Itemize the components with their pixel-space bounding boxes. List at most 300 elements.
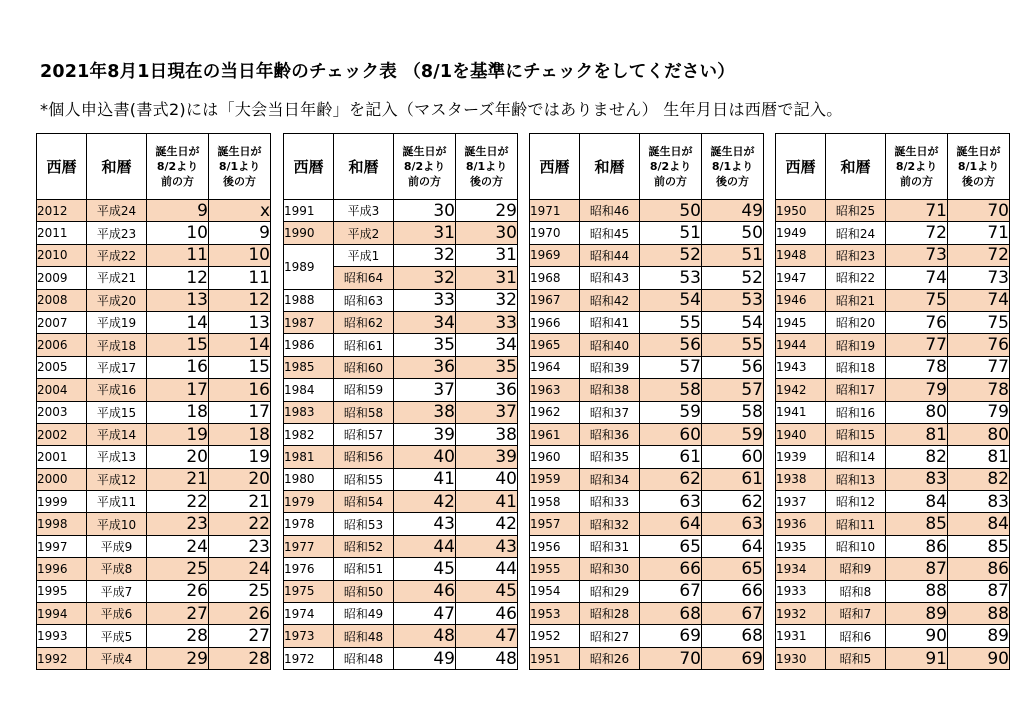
cell-age-before: 19 [147,423,209,445]
cell-age-after: 10 [209,244,271,266]
cell-wareki: 昭和25 [826,200,886,222]
cell-wareki: 平成1 [334,244,394,266]
table-row [37,289,271,311]
cell-wareki: 昭和7 [826,603,886,625]
table-row [776,200,1010,222]
cell-seireki: 2007 [37,311,87,333]
table-row [284,513,518,535]
cell-wareki: 平成20 [87,289,147,311]
cell-age-after: 12 [209,289,271,311]
cell-wareki: 昭和53 [334,513,394,535]
cell-age-before: 53 [640,267,702,289]
cell-seireki: 1944 [776,334,826,356]
cell-wareki: 平成21 [87,267,147,289]
cell-wareki: 昭和42 [580,289,640,311]
header-after-birthday-text: 誕生日が [464,145,509,158]
cell-age-after: 9 [209,222,271,244]
cell-wareki: 昭和64 [334,267,394,289]
header-after-birthday-text: 誕生日が [956,145,1001,158]
table-row [284,423,518,445]
table-row [284,580,518,602]
header-seireki-text: 西暦 [539,158,570,176]
cell-age-before: 25 [147,558,209,580]
cell-age-before: 20 [147,446,209,468]
cell-seireki: 1947 [776,267,826,289]
cell-seireki: 1999 [37,491,87,513]
cell-seireki: 1937 [776,491,826,513]
cell-age-after: 41 [456,491,518,513]
cell-age-after: 49 [702,200,764,222]
cell-seireki: 1950 [776,200,826,222]
table-row [530,513,764,535]
cell-wareki: 昭和15 [826,423,886,445]
cell-seireki: 1993 [37,625,87,647]
header-after-birthday [456,134,518,200]
cell-wareki: 昭和32 [580,513,640,535]
cell-age-before: 76 [886,311,948,333]
cell-age-before: 83 [886,468,948,490]
cell-age-before: 71 [886,200,948,222]
cell-age-before: 88 [886,580,948,602]
cell-seireki: 1964 [530,356,580,378]
cell-seireki: 1976 [284,558,334,580]
cell-age-before: 73 [886,244,948,266]
cell-age-after: 90 [948,647,1010,669]
header-before-birthday-text: 前の方 [408,175,441,188]
cell-age-before: 61 [640,446,702,468]
cell-age-before: 55 [640,311,702,333]
cell-age-after: 37 [456,401,518,423]
cell-age-after: 83 [948,491,1010,513]
header-wareki-text: 和暦 [348,158,379,176]
cell-age-after: 51 [702,244,764,266]
header-wareki-text: 和暦 [840,158,871,176]
cell-seireki: 2005 [37,356,87,378]
header-wareki [87,134,147,200]
cell-age-after: 65 [702,558,764,580]
cell-age-after: 34 [456,334,518,356]
cell-age-after: 44 [456,558,518,580]
cell-age-before: 68 [640,603,702,625]
cell-age-before: 11 [147,244,209,266]
cell-wareki: 平成23 [87,222,147,244]
cell-age-after: 31 [456,244,518,266]
cell-age-after: 55 [702,334,764,356]
table-row [37,267,271,289]
header-before-birthday [394,134,456,200]
cell-wareki: 昭和34 [580,468,640,490]
header-after-birthday-text: 後の方 [223,175,256,188]
cell-seireki: 1943 [776,356,826,378]
cell-age-after: 56 [702,356,764,378]
cell-wareki: 平成10 [87,513,147,535]
cell-age-after: 39 [456,446,518,468]
cell-seireki: 1960 [530,446,580,468]
cell-age-before: 86 [886,535,948,557]
cell-age-after: 72 [948,244,1010,266]
cell-age-after: 63 [702,513,764,535]
header-seireki-text: 西暦 [785,158,816,176]
cell-age-before: 12 [147,267,209,289]
header-before-birthday-text: 前の方 [654,175,687,188]
cell-age-after: 32 [456,289,518,311]
cell-age-before: 23 [147,513,209,535]
cell-age-after: 58 [702,401,764,423]
cell-age-after: 27 [209,625,271,647]
cell-age-before: 9 [147,200,209,222]
cell-seireki: 1975 [284,580,334,602]
cell-age-after: 25 [209,580,271,602]
header-after-birthday-text: 誕生日が [217,145,262,158]
header-after-birthday-text: 8/1より [218,160,261,173]
header-wareki [826,134,886,200]
table-row [530,267,764,289]
cell-wareki: 昭和54 [334,491,394,513]
header-before-birthday-text: 誕生日が [894,145,939,158]
cell-age-after: 45 [456,580,518,602]
header-seireki-text: 西暦 [46,158,77,176]
cell-seireki: 1938 [776,468,826,490]
table-row [37,603,271,625]
cell-seireki: 1955 [530,558,580,580]
cell-age-after: 84 [948,513,1010,535]
table-row [284,647,518,669]
cell-age-after: 11 [209,267,271,289]
cell-age-before: 72 [886,222,948,244]
header-before-birthday-text: 前の方 [161,175,194,188]
table-row [284,244,518,266]
cell-age-before: 65 [640,535,702,557]
cell-age-after: 13 [209,311,271,333]
table-row [776,625,1010,647]
header-wareki [334,134,394,200]
cell-seireki: 1981 [284,446,334,468]
cell-age-before: 64 [640,513,702,535]
header-wareki [580,134,640,200]
cell-seireki: 2006 [37,334,87,356]
cell-age-after: x [209,200,271,222]
cell-age-before: 57 [640,356,702,378]
header-before-birthday-text: 誕生日が [402,145,447,158]
age-table [283,133,518,670]
cell-age-after: 59 [702,423,764,445]
cell-wareki: 昭和46 [580,200,640,222]
cell-age-after: 81 [948,446,1010,468]
cell-wareki: 昭和43 [580,267,640,289]
cell-wareki: 昭和59 [334,379,394,401]
cell-age-after: 53 [702,289,764,311]
cell-age-before: 33 [394,289,456,311]
cell-seireki: 1952 [530,625,580,647]
cell-age-after: 18 [209,423,271,445]
header-after-birthday-text: 8/1より [465,160,508,173]
table-row [37,356,271,378]
cell-seireki: 1978 [284,513,334,535]
cell-seireki: 1933 [776,580,826,602]
cell-age-after: 70 [948,200,1010,222]
cell-wareki: 平成8 [87,558,147,580]
age-table [775,133,1010,670]
table-row [37,446,271,468]
table-row [530,289,764,311]
cell-age-after: 24 [209,558,271,580]
cell-seireki: 1983 [284,401,334,423]
table-row [284,379,518,401]
cell-seireki: 1966 [530,311,580,333]
cell-seireki: 2000 [37,468,87,490]
cell-age-before: 22 [147,491,209,513]
cell-age-after: 21 [209,491,271,513]
cell-seireki: 1965 [530,334,580,356]
cell-seireki: 1967 [530,289,580,311]
cell-seireki: 2008 [37,289,87,311]
cell-age-after: 17 [209,401,271,423]
cell-age-before: 47 [394,603,456,625]
table-row [776,603,1010,625]
table-row [37,244,271,266]
cell-age-after: 20 [209,468,271,490]
table-row [37,222,271,244]
age-table [529,133,764,670]
cell-age-after: 30 [456,222,518,244]
cell-age-after: 60 [702,446,764,468]
cell-wareki: 昭和5 [826,647,886,669]
table-row [284,446,518,468]
table-row [284,289,518,311]
table-row [37,513,271,535]
header-wareki-text: 和暦 [594,158,625,176]
cell-seireki: 1973 [284,625,334,647]
header-after-birthday-text: 後の方 [716,175,749,188]
cell-age-before: 62 [640,468,702,490]
cell-age-before: 28 [147,625,209,647]
table-header-row [776,134,1010,200]
cell-age-after: 69 [702,647,764,669]
cell-seireki: 1968 [530,267,580,289]
cell-wareki: 昭和38 [580,379,640,401]
cell-age-after: 88 [948,603,1010,625]
cell-wareki: 平成5 [87,625,147,647]
cell-wareki: 昭和63 [334,289,394,311]
table-row [284,535,518,557]
cell-age-after: 57 [702,379,764,401]
cell-age-after: 26 [209,603,271,625]
cell-age-after: 79 [948,401,1010,423]
cell-seireki: 1939 [776,446,826,468]
cell-wareki: 昭和8 [826,580,886,602]
cell-age-before: 30 [394,200,456,222]
cell-age-before: 31 [394,222,456,244]
table-header-row [530,134,764,200]
cell-seireki: 1994 [37,603,87,625]
cell-age-before: 18 [147,401,209,423]
cell-wareki: 昭和16 [826,401,886,423]
cell-seireki: 1948 [776,244,826,266]
cell-wareki: 昭和44 [580,244,640,266]
table-row [530,334,764,356]
cell-seireki: 1953 [530,603,580,625]
cell-seireki: 2010 [37,244,87,266]
cell-age-before: 45 [394,558,456,580]
cell-seireki: 1995 [37,580,87,602]
cell-age-after: 36 [456,379,518,401]
cell-wareki: 昭和18 [826,356,886,378]
cell-wareki: 昭和6 [826,625,886,647]
cell-wareki: 平成22 [87,244,147,266]
cell-age-before: 66 [640,558,702,580]
cell-age-after: 40 [456,468,518,490]
cell-wareki: 平成7 [87,580,147,602]
cell-age-after: 89 [948,625,1010,647]
table-row [284,311,518,333]
cell-age-before: 82 [886,446,948,468]
table-row [284,356,518,378]
cell-seireki: 1949 [776,222,826,244]
cell-wareki: 昭和52 [334,535,394,557]
cell-age-after: 33 [456,311,518,333]
cell-seireki: 1962 [530,401,580,423]
cell-wareki: 昭和39 [580,356,640,378]
cell-wareki: 昭和57 [334,423,394,445]
table-row [530,244,764,266]
cell-age-before: 21 [147,468,209,490]
cell-wareki: 昭和21 [826,289,886,311]
cell-age-after: 46 [456,603,518,625]
cell-wareki: 昭和48 [334,625,394,647]
cell-age-before: 48 [394,625,456,647]
cell-seireki: 1997 [37,535,87,557]
cell-seireki: 1985 [284,356,334,378]
header-before-birthday [147,134,209,200]
table-row [530,491,764,513]
table-row [776,334,1010,356]
cell-age-after: 22 [209,513,271,535]
cell-wareki: 昭和28 [580,603,640,625]
cell-seireki: 1991 [284,200,334,222]
cell-wareki: 昭和40 [580,334,640,356]
cell-age-after: 75 [948,311,1010,333]
table-row [284,200,518,222]
cell-age-before: 81 [886,423,948,445]
table-row [37,558,271,580]
cell-seireki: 1941 [776,401,826,423]
cell-age-before: 49 [394,647,456,669]
cell-age-after: 86 [948,558,1010,580]
cell-age-before: 44 [394,535,456,557]
table-row [284,222,518,244]
cell-age-before: 58 [640,379,702,401]
cell-wareki: 昭和23 [826,244,886,266]
cell-age-before: 43 [394,513,456,535]
cell-age-after: 80 [948,423,1010,445]
cell-wareki: 平成13 [87,446,147,468]
cell-age-before: 39 [394,423,456,445]
cell-wareki: 昭和29 [580,580,640,602]
cell-age-after: 15 [209,356,271,378]
cell-age-before: 78 [886,356,948,378]
header-before-birthday-text: 8/2より [156,160,199,173]
cell-wareki: 昭和36 [580,423,640,445]
table-row [530,222,764,244]
cell-age-after: 77 [948,356,1010,378]
cell-wareki: 昭和49 [334,603,394,625]
cell-wareki: 昭和9 [826,558,886,580]
cell-wareki: 平成19 [87,311,147,333]
cell-wareki: 昭和48 [334,647,394,669]
cell-age-after: 78 [948,379,1010,401]
table-row [530,379,764,401]
cell-age-before: 84 [886,491,948,513]
table-row [776,446,1010,468]
cell-seireki: 1970 [530,222,580,244]
cell-age-before: 90 [886,625,948,647]
table-row [776,647,1010,669]
cell-age-after: 16 [209,379,271,401]
cell-seireki: 2011 [37,222,87,244]
cell-wareki: 昭和51 [334,558,394,580]
header-seireki [530,134,580,200]
table-row [530,535,764,557]
table-row [284,558,518,580]
cell-wareki: 昭和13 [826,468,886,490]
table-row [37,401,271,423]
cell-wareki: 昭和20 [826,311,886,333]
cell-age-after: 29 [456,200,518,222]
cell-age-before: 29 [147,647,209,669]
cell-seireki: 2012 [37,200,87,222]
header-before-birthday [640,134,702,200]
header-after-birthday-text: 8/1より [957,160,1000,173]
cell-seireki: 1932 [776,603,826,625]
cell-age-before: 85 [886,513,948,535]
cell-wareki: 平成4 [87,647,147,669]
cell-age-before: 37 [394,379,456,401]
header-seireki-text: 西暦 [293,158,324,176]
table-row [284,625,518,647]
table-row [530,423,764,445]
entry-note: *個人申込書(書式2)には「大会当日年齢」を記入（マスターズ年齢ではありません） 生年月日は西暦で記入。 [40,100,843,119]
cell-age-after: 54 [702,311,764,333]
cell-seireki: 2002 [37,423,87,445]
cell-seireki: 1989 [284,244,334,289]
cell-age-before: 89 [886,603,948,625]
cell-wareki: 平成15 [87,401,147,423]
cell-age-after: 73 [948,267,1010,289]
table-row [37,468,271,490]
cell-wareki: 平成14 [87,423,147,445]
cell-seireki: 1972 [284,647,334,669]
cell-wareki: 平成24 [87,200,147,222]
cell-age-after: 74 [948,289,1010,311]
cell-age-before: 74 [886,267,948,289]
cell-wareki: 昭和26 [580,647,640,669]
cell-age-before: 87 [886,558,948,580]
cell-age-after: 19 [209,446,271,468]
header-before-birthday-text: 前の方 [900,175,933,188]
cell-wareki: 平成9 [87,535,147,557]
cell-age-after: 28 [209,647,271,669]
cell-age-after: 71 [948,222,1010,244]
cell-seireki: 1996 [37,558,87,580]
cell-age-before: 32 [394,244,456,266]
header-before-birthday [886,134,948,200]
cell-age-before: 59 [640,401,702,423]
table-row [776,580,1010,602]
cell-age-before: 63 [640,491,702,513]
cell-age-after: 68 [702,625,764,647]
cell-age-before: 67 [640,580,702,602]
cell-age-before: 75 [886,289,948,311]
